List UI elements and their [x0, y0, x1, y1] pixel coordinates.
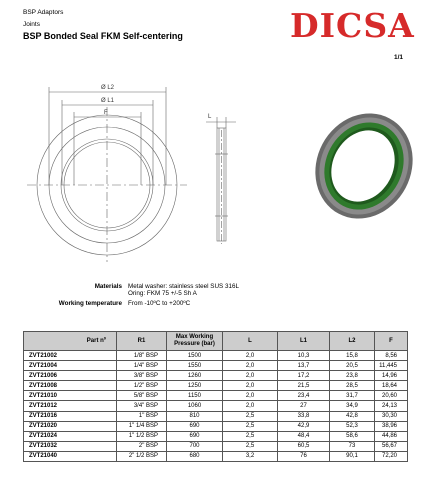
materials-row	[26, 283, 239, 297]
dimensions-table	[23, 331, 408, 462]
cell-f: 14,96	[375, 371, 408, 381]
cell-l2: 31,7	[330, 391, 375, 401]
cell-r1: 3/4" BSP	[117, 401, 167, 411]
cell-l2: 52,3	[330, 421, 375, 431]
table-row	[24, 451, 408, 461]
cell-p: 700	[167, 441, 223, 451]
cell-p: 1550	[167, 361, 223, 371]
cell-part: ZVT21012	[24, 401, 117, 411]
cell-l2: 20,5	[330, 361, 375, 371]
cell-p: 810	[167, 411, 223, 421]
cell-l1: 48,4	[278, 431, 330, 441]
cell-p: 680	[167, 451, 223, 461]
header-part: Part nº	[24, 332, 117, 351]
cell-l1: 10,3	[278, 351, 330, 361]
table-row	[24, 381, 408, 391]
category-label: BSP Adaptors	[23, 9, 64, 16]
page-title: BSP Bonded Seal FKM Self-centering	[23, 31, 183, 41]
temperature-label: Working temperature	[58, 300, 122, 308]
cell-p: 1150	[167, 391, 223, 401]
label-l: L	[208, 114, 212, 120]
technical-drawing	[0, 62, 425, 272]
cell-p: 1260	[167, 371, 223, 381]
materials-line-1: Metal washer: stainless steel SUS 316L	[128, 283, 239, 290]
cell-r1: 1/4" BSP	[117, 361, 167, 371]
cell-part: ZVT21032	[24, 441, 117, 451]
cell-l: 2,5	[223, 421, 278, 431]
cell-l: 2,5	[223, 431, 278, 441]
brand-logo: DICSA	[290, 6, 415, 45]
cell-l: 3,2	[223, 451, 278, 461]
cell-l: 2,5	[223, 411, 278, 421]
cell-p: 690	[167, 421, 223, 431]
header-pressure-line-1: Max Working	[175, 334, 214, 340]
header-l: L	[223, 332, 278, 351]
cell-l1: 21,5	[278, 381, 330, 391]
page-number: 1/1	[394, 54, 404, 61]
cell-l: 2,0	[223, 371, 278, 381]
cell-l2: 15,8	[330, 351, 375, 361]
cell-part: ZVT21006	[24, 371, 117, 381]
cell-l1: 23,4	[278, 391, 330, 401]
cell-p: 1500	[167, 351, 223, 361]
cell-part: ZVT21010	[24, 391, 117, 401]
materials-line-2: Oring: FKM 75 +/-5 Sh A	[128, 290, 197, 298]
cell-r1: 2" BSP	[117, 441, 167, 451]
header-l1: L1	[278, 332, 330, 351]
cell-l2: 34,9	[330, 401, 375, 411]
materials-value	[128, 283, 239, 297]
cell-f: 8,56	[375, 351, 408, 361]
cell-f: 11,445	[375, 361, 408, 371]
cell-l: 2,0	[223, 361, 278, 371]
cell-l1: 27	[278, 401, 330, 411]
table-row	[24, 431, 408, 441]
cell-f: 56,67	[375, 441, 408, 451]
cell-l2: 73	[330, 441, 375, 451]
table-row	[24, 391, 408, 401]
header-pressure	[167, 332, 223, 351]
cell-part: ZVT21040	[24, 451, 117, 461]
cell-l1: 33,8	[278, 411, 330, 421]
label-f: F	[104, 110, 108, 116]
header-pressure-line-2: Pressure (bar)	[174, 341, 215, 347]
cell-r1: 1" BSP	[117, 411, 167, 421]
cell-part: ZVT21002	[24, 351, 117, 361]
cell-l2: 58,6	[330, 431, 375, 441]
cell-l2: 23,8	[330, 371, 375, 381]
cell-r1: 1" 1/4 BSP	[117, 421, 167, 431]
table-row	[24, 401, 408, 411]
cell-f: 30,30	[375, 411, 408, 421]
cell-part: ZVT21020	[24, 421, 117, 431]
table-row	[24, 421, 408, 431]
temperature-value: From -10ºC to +200ºC	[128, 300, 191, 308]
table-row	[24, 361, 408, 371]
cell-f: 44,86	[375, 431, 408, 441]
cell-part: ZVT21004	[24, 361, 117, 371]
cell-l2: 42,8	[330, 411, 375, 421]
cell-l: 2,0	[223, 391, 278, 401]
table-row	[24, 441, 408, 451]
cell-l: 2,0	[223, 401, 278, 411]
cell-l: 2,0	[223, 351, 278, 361]
cell-p: 690	[167, 431, 223, 441]
cell-f: 24,13	[375, 401, 408, 411]
cell-f: 20,60	[375, 391, 408, 401]
bonded-seal-photo	[297, 96, 425, 235]
label-l2: Ø L2	[101, 85, 115, 91]
specifications	[26, 283, 239, 311]
cell-f: 18,64	[375, 381, 408, 391]
header-l2: L2	[330, 332, 375, 351]
materials-label: Materials	[94, 283, 122, 290]
subcategory-label: Joints	[23, 21, 40, 28]
cell-r1: 1" 1/2 BSP	[117, 431, 167, 441]
cell-r1: 1/2" BSP	[117, 381, 167, 391]
cell-l1: 76	[278, 451, 330, 461]
table-row	[24, 371, 408, 381]
cell-l2: 28,5	[330, 381, 375, 391]
cell-r1: 2" 1/2 BSP	[117, 451, 167, 461]
cell-r1: 5/8" BSP	[117, 391, 167, 401]
cell-l: 2,5	[223, 441, 278, 451]
cell-l1: 42,9	[278, 421, 330, 431]
side-view	[206, 117, 236, 244]
cell-l2: 90,1	[330, 451, 375, 461]
table-row	[24, 411, 408, 421]
cell-part: ZVT21008	[24, 381, 117, 391]
header-r1: R1	[117, 332, 167, 351]
label-l1: Ø L1	[101, 98, 115, 104]
temperature-row	[26, 300, 239, 307]
cell-l1: 13,7	[278, 361, 330, 371]
cell-r1: 1/8" BSP	[117, 351, 167, 361]
cell-p: 1060	[167, 401, 223, 411]
cell-f: 38,96	[375, 421, 408, 431]
header-f: F	[375, 332, 408, 351]
cell-r1: 3/8" BSP	[117, 371, 167, 381]
table-row	[24, 351, 408, 361]
cell-p: 1250	[167, 381, 223, 391]
cell-part: ZVT21024	[24, 431, 117, 441]
table-header-row	[24, 332, 408, 351]
cell-f: 72,20	[375, 451, 408, 461]
cell-part: ZVT21016	[24, 411, 117, 421]
cell-l: 2,0	[223, 381, 278, 391]
cell-l1: 60,5	[278, 441, 330, 451]
cell-l1: 17,2	[278, 371, 330, 381]
